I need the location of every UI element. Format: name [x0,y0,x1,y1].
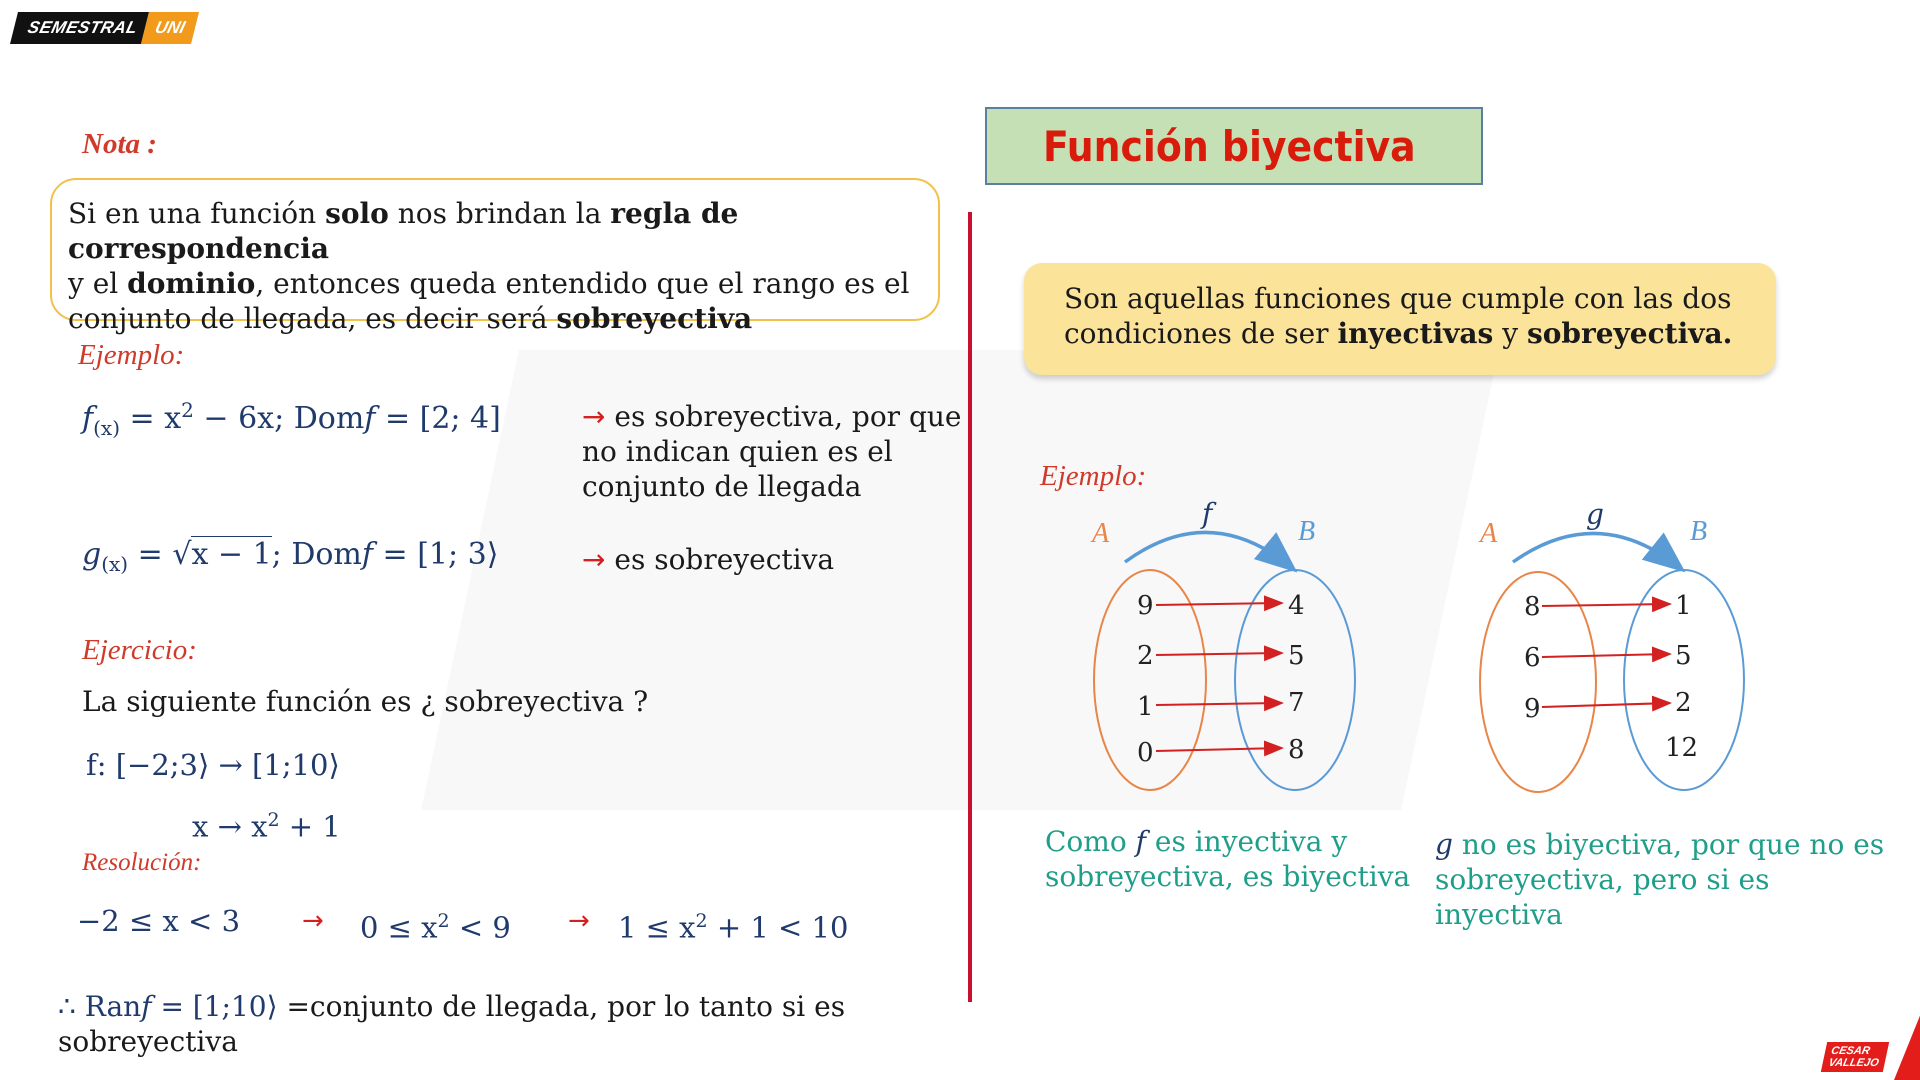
ejercicio-label: Ejercicio: [82,634,197,666]
resolution-arrow1: → [302,906,324,936]
diagram-g-codomain-0: 1 [1675,591,1692,621]
ejemplo-label-right: Ejemplo: [1040,460,1147,492]
diagram-g [1478,498,1744,792]
resolution-step2: $0 \le x^2 < 9$ [360,910,511,945]
corner-logo [1810,950,1920,1080]
diagram-f-domain-2: 1 [1137,692,1154,722]
ejercicio-function-rule: $x \to x^2 + 1$ [192,809,341,844]
diagram-f-arrow-1 [1156,653,1282,655]
diagram-f-codomain-3: 8 [1288,735,1305,765]
diagram-f-label-b: B [1298,516,1316,547]
example2-formula: $g_{(x)} = √x - 1$; Domf = [1; 3⟩ [82,537,499,576]
caption-f: Como f es inyectiva y sobreyectiva, es biyectiva [1045,825,1411,893]
diagram-f-domain-1: 2 [1137,641,1154,671]
resolution-step3: $1 \le x^2 + 1 < 10$ [618,910,849,945]
resolution-step1: −2 ≤ x < 3 [77,904,241,938]
diagram-f-codomain-2: 7 [1288,688,1305,718]
diagram-g-domain-0: 8 [1524,592,1541,622]
column-divider [968,212,972,1002]
definition-box: Son aquellas funciones que cumple con las dos condiciones de ser inyectivas y sobreyectiva. [1024,263,1776,375]
diagram-f-arrow-2 [1156,703,1282,705]
diagram-g-label-a: A [1480,518,1498,549]
diagram-f-domain-0: 9 [1137,591,1154,621]
resolution-arrow2: → [568,906,590,936]
caption-g: g no es biyectiva, por que no es sobreyectiva, pero si es inyectiva [1435,828,1885,931]
example1-note: → es sobreyectiva, por que no indican quien es el conjunto de llegada [582,400,962,503]
diagram-g-domain-1: 6 [1524,643,1541,673]
diagram-f-arrow-0 [1156,603,1282,605]
example1-formula: $f_{(x)} = x^2 - 6x$; Domf = [2; 4] [82,398,501,440]
nota-title: Nota : [82,128,157,160]
nota-box: Si en una función solo nos brindan la regla de correspondencia y el dominio, entonces queda entendido que el rango es el conjunto de llegada, es decir será sobreyectiva [50,178,940,321]
diagram-g-codomain-1: 5 [1675,641,1692,671]
section-title: Función biyectiva [985,107,1483,185]
diagram-g-codomain-3: 12 [1665,733,1699,763]
diagram-g-arrow-2 [1542,703,1670,707]
diagram-g-codomain-2: 2 [1675,688,1692,718]
logo-semestral: SEMESTRAL [10,12,149,44]
diagram-g-arrow-0 [1542,604,1670,606]
diagram-g-arrow-1 [1542,654,1670,657]
diagram-g-domain-2: 9 [1524,694,1541,724]
diagram-g-mapping-arc [1513,533,1680,568]
diagram-g-label-b: B [1690,516,1708,547]
resolucion-label: Resolución: [82,849,202,876]
semestral-logo [10,12,199,44]
ejercicio-function-def: f: [−2;3⟩ → [1;10⟩ [86,748,340,782]
diagrams-svg [1030,490,1910,810]
diagram-f-codomain-1: 5 [1288,641,1305,671]
diagram-f-arrow-3 [1156,748,1282,751]
diagram-f [1090,497,1355,790]
diagram-f-fname: f [1202,497,1213,530]
diagram-f-codomain-0: 4 [1288,591,1305,621]
diagram-g-fname: g [1586,498,1604,531]
diagram-f-label-a: A [1092,518,1110,549]
ejemplo-label-left: Ejemplo: [78,339,185,371]
conclusion: ∴ Ranf = [1;10⟩ =conjunto de llegada, por lo tanto si es sobreyectiva [58,990,846,1058]
diagram-f-mapping-arc [1125,532,1292,568]
corner-logo-line1: CESAR [1830,1045,1872,1057]
example2-note: → es sobreyectiva [582,543,835,576]
corner-logo-line2: VALLEJO [1827,1057,1880,1069]
logo-uni: UNI [141,12,198,44]
diagram-f-domain-3: 0 [1137,738,1154,768]
ejercicio-question: La siguiente función es ¿ sobreyectiva ? [82,685,649,718]
